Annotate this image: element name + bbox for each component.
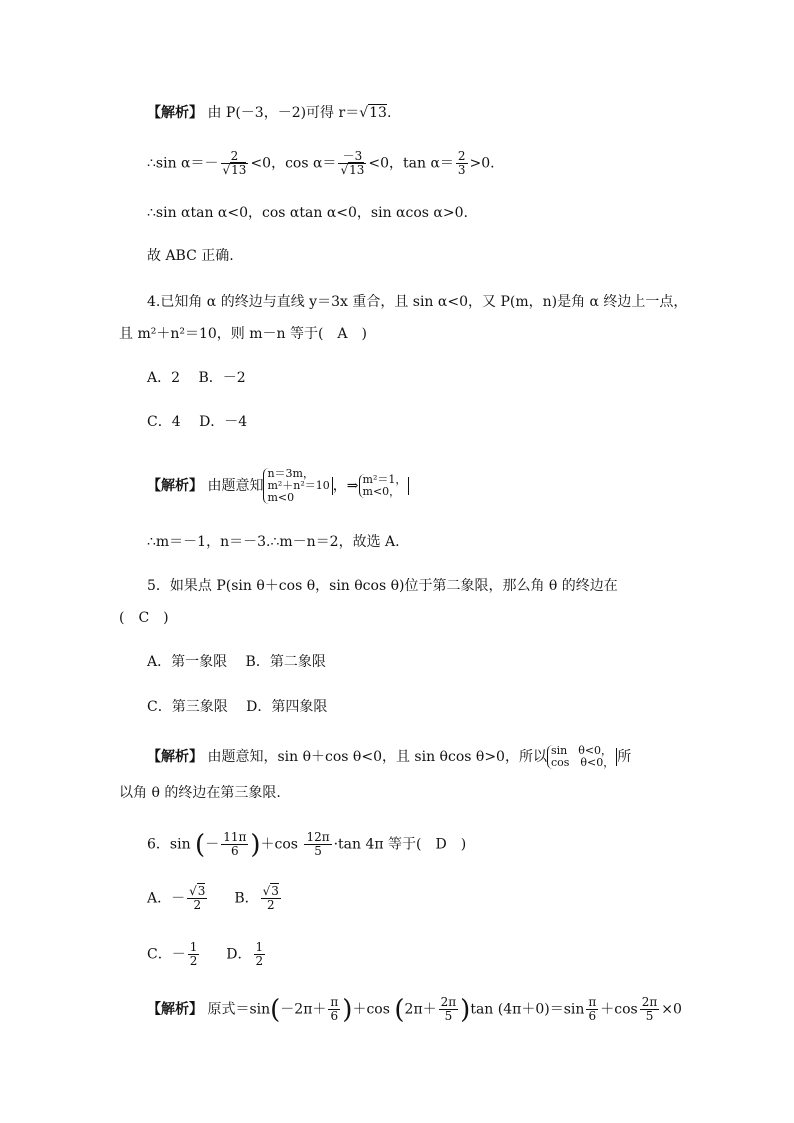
fraction: $\frac{11\pi}{6}$ xyxy=(223,830,247,858)
q4-options-row1: A．2 B．－2 xyxy=(147,370,246,386)
q3-analysis-line3: ∴sin αtan α<0，cos αtan α<0，sin αcos α>0. xyxy=(147,205,468,221)
q3-analysis-line1: 【解析】 由 P(－3，－2)可得 r＝√13. xyxy=(147,105,392,121)
q4-options-row2: C．4 D．－4 xyxy=(147,414,248,430)
inequality-system: sin θ<0， cos θ<0， xyxy=(547,745,614,769)
fraction: $\frac{√3}{2}$ xyxy=(262,884,279,912)
q5-analysis-line1: 【解析】 由题意知，sin θ＋cos θ<0，且 sin θcos θ>0，所以 sin θ<0， cos θ<0， 所 xyxy=(147,744,632,769)
fraction: $\frac{-3}{√13}$ xyxy=(340,149,365,177)
analysis-tag: 【解析】 xyxy=(147,478,203,494)
q6-analysis-line1: 【解析】 原式＝sin(－2π＋ $\frac{\pi}{6}$ )＋cos (2π＋ $\frac{2\pi}{5}$ )tan (4π＋0)＝sin $\frac{\pi}{6}$ ＋cos $\frac{2\pi}{5}$ ×0 xyxy=(147,994,682,1025)
fraction: $\frac{2}{√13}$ xyxy=(222,149,247,177)
analysis-tag: 【解析】 xyxy=(147,105,203,121)
analysis-tag: 【解析】 xyxy=(147,749,203,765)
q4-stem-line1: 4.已知角 α 的终边与直线 y＝3x 重合，且 sin α<0，又 P(m，n)是角 α 终边上一点， xyxy=(147,294,688,310)
fraction: $\frac{\pi}{6}$ xyxy=(588,995,597,1023)
fraction: $\frac{1}{2}$ xyxy=(255,940,264,968)
q6-options-row1: A．－ $\frac{√3}{2}$ B． $\frac{√3}{2}$ xyxy=(147,884,279,912)
fraction: $\frac{1}{2}$ xyxy=(189,940,198,968)
fraction: $\frac{2\pi}{5}$ xyxy=(440,995,457,1023)
q5-options-row2: C．第三象限 D．第四象限 xyxy=(147,699,328,715)
q5-analysis-line2: 以角 θ 的终边在第三象限. xyxy=(119,785,281,801)
q3-analysis-line4: 故 ABC 正确. xyxy=(147,248,234,264)
fraction: $\frac{2\pi}{5}$ xyxy=(641,995,658,1023)
analysis-tag: 【解析】 xyxy=(147,1001,203,1018)
q4-analysis-line2: ∴m＝－1，n＝－3.∴m－n＝2，故选 A. xyxy=(147,534,400,550)
fraction: $\frac{2}{3}$ xyxy=(457,149,466,177)
fraction: $\frac{√3}{2}$ xyxy=(189,884,206,912)
equation-system: n＝3m， m²＋n²＝10 m<0 xyxy=(263,468,329,504)
q6-options-row2: C．－ $\frac{1}{2}$ D． $\frac{1}{2}$ xyxy=(147,940,264,968)
q5-stem-line1: 5．如果点 P(sin θ＋cos θ，sin θcos θ)位于第二象限，那么角 θ 的终边在 xyxy=(147,578,618,594)
fraction: $\frac{12\pi}{5}$ xyxy=(306,830,330,858)
q4-stem-line2: 且 m²＋n²＝10，则 m－n 等于( A ) xyxy=(119,326,368,342)
q4-analysis-line1: 【解析】 由题意知 n＝3m， m²＋n²＝10 m<0 ，⇒ m²＝1， m<0， xyxy=(147,468,409,504)
q5-options-row1: A．第一象限 B．第二象限 xyxy=(147,654,326,670)
q3-analysis-line2: ∴sin α＝－ $\frac{2}{√13}$ <0，cos α＝ $\frac{-3}{√13}$ <0，tan α＝ $\frac{2}{3}$ >0. xyxy=(147,149,495,177)
fraction: $\frac{\pi}{6}$ xyxy=(330,995,339,1023)
q6-stem: 6．sin (－ $\frac{11\pi}{6}$ )＋cos $\frac{12\pi}{5}$ ·tan 4π 等于( D ) xyxy=(147,829,467,860)
q5-stem-line2: ( C ) xyxy=(119,610,169,626)
equation-system: m²＝1， m<0， xyxy=(359,474,407,498)
